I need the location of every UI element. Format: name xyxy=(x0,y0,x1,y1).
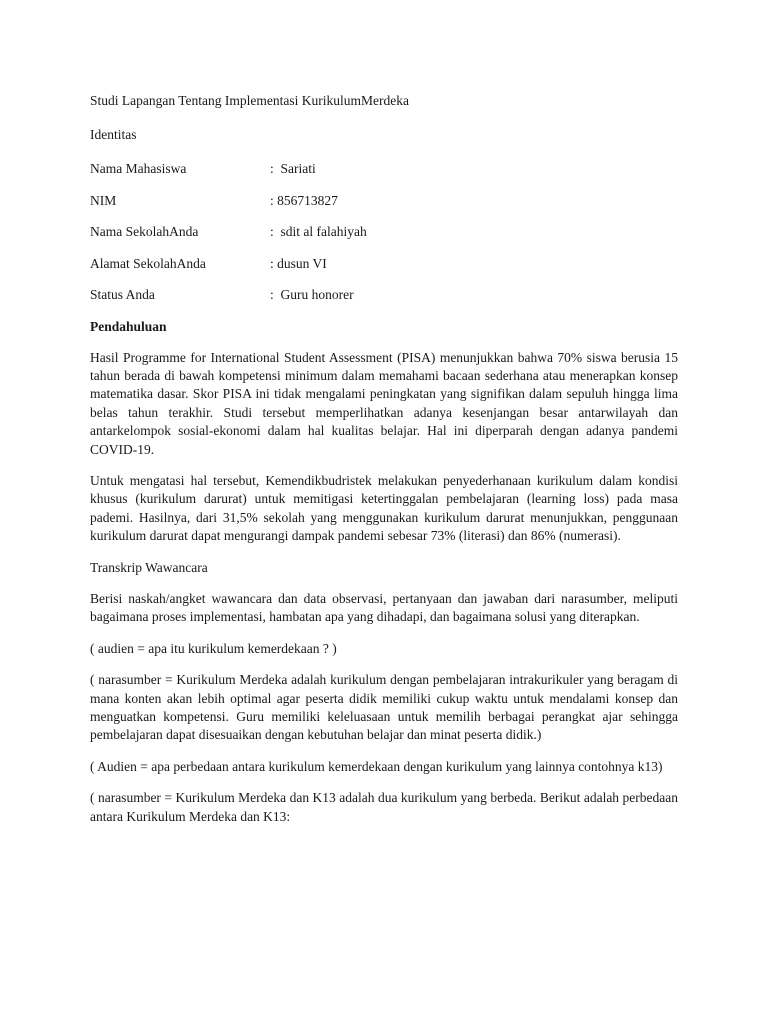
transkrip-intro: Berisi naskah/angket wawancara dan data observasi, pertanyaan dan jawaban dari narasumber, meliputi bagaimana proses implementasi, hambatan apa yang dihadapi, dan bagaimana solusi yang diterapkan. xyxy=(90,590,678,625)
identity-value: : Guru honorer xyxy=(270,287,354,302)
question-1: ( audien = apa itu kurikulum kemerdekaan ? ) xyxy=(90,640,337,656)
pendahuluan-heading: Pendahuluan xyxy=(90,318,167,334)
identity-value: : dusun VI xyxy=(270,255,327,271)
answer-1: ( narasumber = Kurikulum Merdeka adalah kurikulum dengan pembelajaran intrakurikuler yang beragam di mana konten akan lebih optimal agar peserta didik memiliki cukup waktu untuk mendalami konsep dan menguatkan kompetensi. Guru memiliki keleluasaan untuk memilih berbagai perangkat ajar sehingga pembelajaran dapat disesuaikan dengan kebutuhan belajar dan minat peserta didik.) xyxy=(90,672,678,743)
transkrip-heading: Transkrip Wawancara xyxy=(90,559,208,575)
identity-label: Status Anda xyxy=(90,287,155,302)
identity-label: Nama SekolahAnda xyxy=(90,224,199,239)
identity-row-alamat xyxy=(90,255,678,273)
pendahuluan-paragraph-2: Untuk mengatasi hal tersebut, Kemendikbudristek melakukan penyederhanaan kurikulum dalam kondisi khusus (kurikulum darurat) untuk memitigasi ketertinggalan pembelajaran (learning loss) pada masa pademi. Hasilnya, dari 31,5% sekolah yang menggunakan kurikulum darurat menunjukkan, penggunaan kurikulum darurat dapat mengurangi dampak pandemi sebesar 73% (literasi) dan 86% (numerasi). xyxy=(90,472,678,544)
identity-value: : sdit al falahiyah xyxy=(270,224,367,239)
identitas-label: Identitas xyxy=(90,127,137,142)
identity-row-nama xyxy=(90,160,678,178)
identity-label: Alamat SekolahAnda xyxy=(90,255,206,271)
document-title: Studi Lapangan Tentang Implementasi KurikulumMerdeka xyxy=(90,93,409,108)
document-page xyxy=(90,92,678,839)
identity-row-nim xyxy=(90,192,678,210)
answer-2: ( narasumber = Kurikulum Merdeka dan K13 adalah dua kurikulum yang berbeda. Berikut adalah perbedaan antara Kurikulum Merdeka dan K13: xyxy=(90,790,678,824)
identity-value: : 856713827 xyxy=(270,192,338,208)
pendahuluan-paragraph-1: Hasil Programme for International Student Assessment (PISA) menunjukkan bahwa 70% siswa berusia 15 tahun berada di bawah kompetensi minimum dalam memahami bacaan sederhana atau menerapkan konsep matematika dasar. Skor PISA ini tidak mengalami peningkatan yang signifikan dalam sepuluh hingga lima belas tahun terakhir. Studi tersebut memperlihatkan adanya kesenjangan besar antarwilayah dan antarkelompok sosial-ekonomi dalam hal kualitas belajar. Hal ini diperparah dengan adanya pandemi COVID-19. xyxy=(90,349,678,457)
question-2: ( Audien = apa perbedaan antara kurikulum kemerdekaan dengan kurikulum yang lainnya contohnya k13) xyxy=(90,758,663,774)
identity-label: Nama Mahasiswa xyxy=(90,161,187,176)
identity-row-status xyxy=(90,286,678,304)
identity-value: : Sariati xyxy=(270,161,316,176)
identity-table xyxy=(90,160,678,304)
identity-row-sekolah xyxy=(90,223,678,241)
identity-label: NIM xyxy=(90,192,117,208)
